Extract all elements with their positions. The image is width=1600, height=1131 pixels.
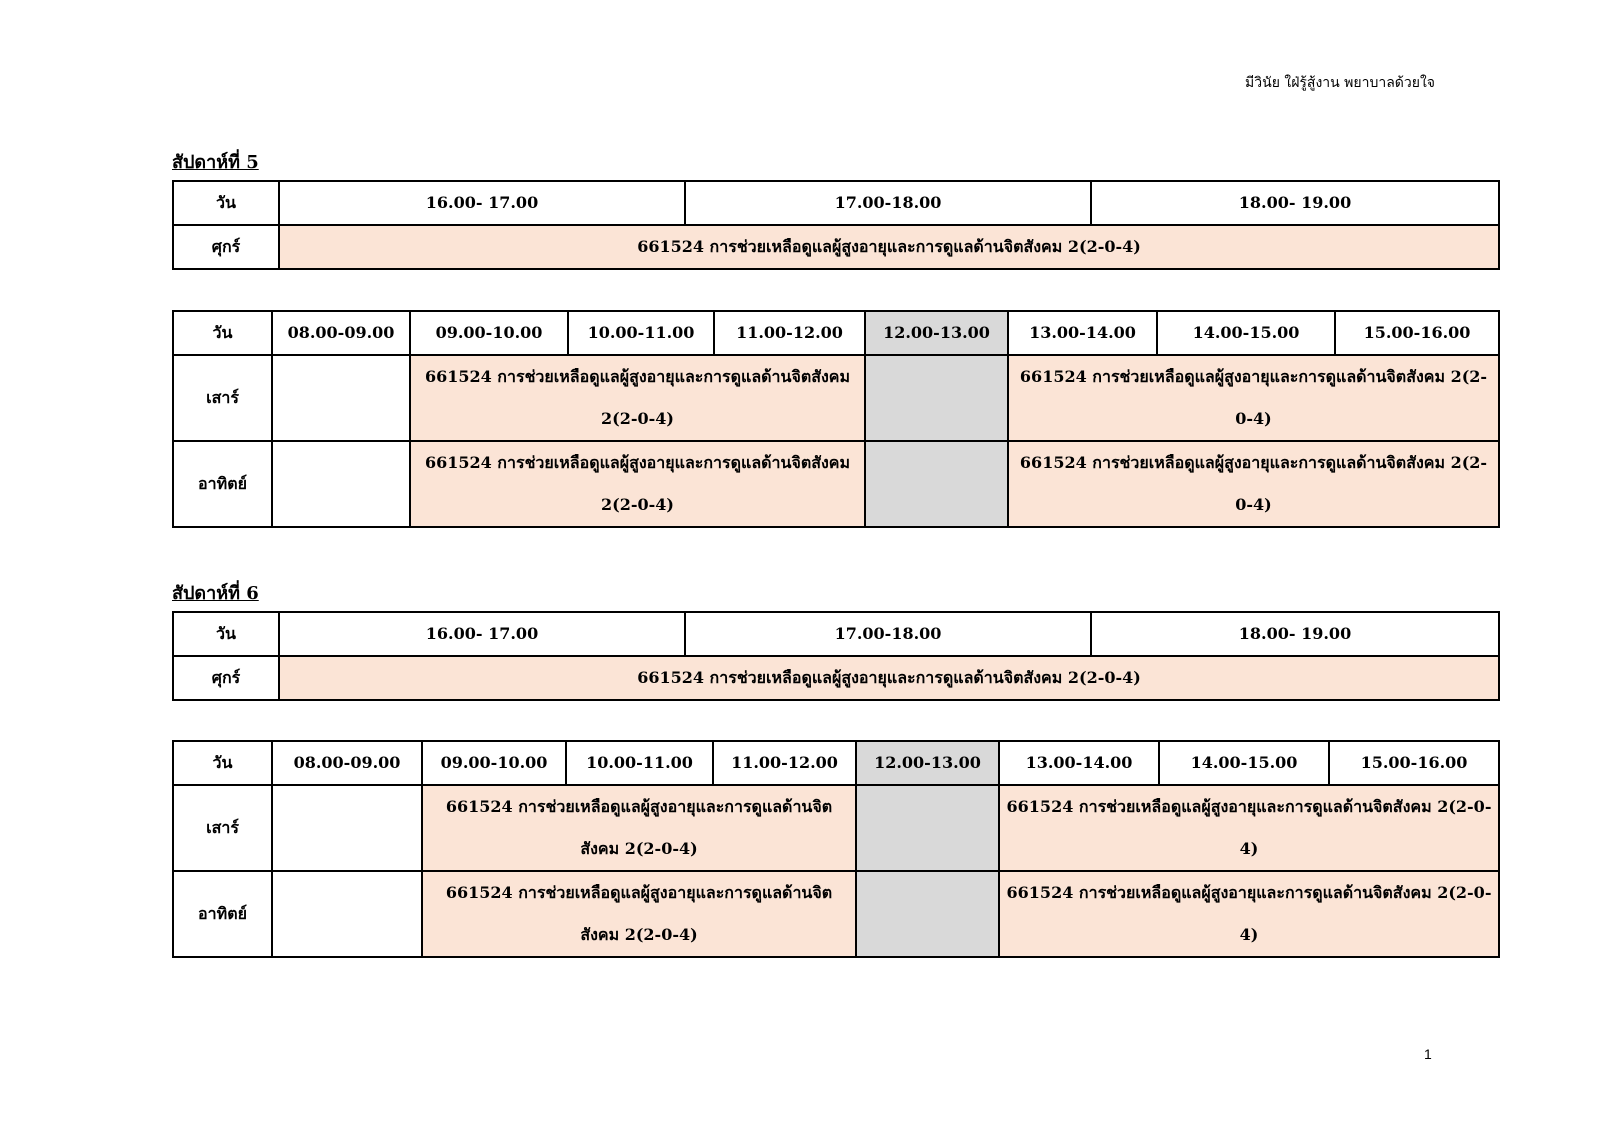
day-header: วัน bbox=[173, 741, 272, 785]
day-label-sunday: อาทิตย์ bbox=[173, 441, 272, 527]
time-slot: 15.00-16.00 bbox=[1329, 741, 1499, 785]
time-slot: 14.00-15.00 bbox=[1159, 741, 1329, 785]
lunch-break-cell bbox=[856, 785, 999, 871]
time-slot: 09.00-10.00 bbox=[422, 741, 566, 785]
time-slot: 10.00-11.00 bbox=[568, 311, 714, 355]
time-slot: 13.00-14.00 bbox=[1008, 311, 1157, 355]
day-label-friday: ศุกร์ bbox=[173, 656, 279, 700]
empty-slot bbox=[272, 355, 410, 441]
day-label-friday: ศุกร์ bbox=[173, 225, 279, 269]
time-slot: 18.00- 19.00 bbox=[1091, 612, 1499, 656]
day-label-sunday: อาทิตย์ bbox=[173, 871, 272, 957]
course-cell-morning: 661524 การช่วยเหลือดูแลผู้สูงอายุและการดูแลด้านจิตสังคม 2(2-0-4) bbox=[410, 355, 865, 441]
day-header: วัน bbox=[173, 612, 279, 656]
empty-slot bbox=[272, 871, 422, 957]
page-number: 1 bbox=[1424, 1046, 1432, 1062]
time-slot: 18.00- 19.00 bbox=[1091, 181, 1499, 225]
course-cell-morning: 661524 การช่วยเหลือดูแลผู้สูงอายุและการดูแลด้านจิตสังคม 2(2-0-4) bbox=[410, 441, 865, 527]
course-cell-afternoon: 661524 การช่วยเหลือดูแลผู้สูงอายุและการดูแลด้านจิตสังคม 2(2-0-4) bbox=[1008, 355, 1499, 441]
time-slot: 08.00-09.00 bbox=[272, 741, 422, 785]
week-5-weekend-table bbox=[172, 310, 1500, 528]
time-slot: 13.00-14.00 bbox=[999, 741, 1159, 785]
week-6-weekend-table bbox=[172, 740, 1500, 958]
day-label-saturday: เสาร์ bbox=[173, 785, 272, 871]
empty-slot bbox=[272, 785, 422, 871]
time-slot: 16.00- 17.00 bbox=[279, 181, 685, 225]
lunch-break-cell bbox=[865, 355, 1008, 441]
time-slot: 16.00- 17.00 bbox=[279, 612, 685, 656]
time-slot: 11.00-12.00 bbox=[714, 311, 865, 355]
time-slot: 09.00-10.00 bbox=[410, 311, 568, 355]
day-header: วัน bbox=[173, 311, 272, 355]
week-5-title: สัปดาห์ที่ 5 bbox=[172, 152, 259, 173]
time-slot: 14.00-15.00 bbox=[1157, 311, 1335, 355]
time-slot: 10.00-11.00 bbox=[566, 741, 713, 785]
time-slot-lunch: 12.00-13.00 bbox=[865, 311, 1008, 355]
time-slot: 17.00-18.00 bbox=[685, 612, 1091, 656]
time-slot: 15.00-16.00 bbox=[1335, 311, 1499, 355]
empty-slot bbox=[272, 441, 410, 527]
time-slot: 17.00-18.00 bbox=[685, 181, 1091, 225]
course-cell-afternoon: 661524 การช่วยเหลือดูแลผู้สูงอายุและการดูแลด้านจิตสังคม 2(2-0-4) bbox=[999, 785, 1499, 871]
time-slot: 11.00-12.00 bbox=[713, 741, 856, 785]
week-5-friday-table bbox=[172, 180, 1500, 270]
lunch-break-cell bbox=[856, 871, 999, 957]
week-6-friday-table bbox=[172, 611, 1500, 701]
course-cell-morning: 661524 การช่วยเหลือดูแลผู้สูงอายุและการดูแลด้านจิตสังคม 2(2-0-4) bbox=[422, 871, 856, 957]
course-cell: 661524 การช่วยเหลือดูแลผู้สูงอายุและการดูแลด้านจิตสังคม 2(2-0-4) bbox=[279, 656, 1499, 700]
time-slot-lunch: 12.00-13.00 bbox=[856, 741, 999, 785]
week-6-title: สัปดาห์ที่ 6 bbox=[172, 583, 259, 604]
course-cell-morning: 661524 การช่วยเหลือดูแลผู้สูงอายุและการดูแลด้านจิตสังคม 2(2-0-4) bbox=[422, 785, 856, 871]
time-slot: 08.00-09.00 bbox=[272, 311, 410, 355]
day-label-saturday: เสาร์ bbox=[173, 355, 272, 441]
course-cell-afternoon: 661524 การช่วยเหลือดูแลผู้สูงอายุและการดูแลด้านจิตสังคม 2(2-0-4) bbox=[1008, 441, 1499, 527]
page-header-motto: มีวินัย ใฝ่รู้สู้งาน พยาบาลด้วยใจ bbox=[1245, 75, 1435, 91]
lunch-break-cell bbox=[865, 441, 1008, 527]
course-cell: 661524 การช่วยเหลือดูแลผู้สูงอายุและการดูแลด้านจิตสังคม 2(2-0-4) bbox=[279, 225, 1499, 269]
day-header: วัน bbox=[173, 181, 279, 225]
course-cell-afternoon: 661524 การช่วยเหลือดูแลผู้สูงอายุและการดูแลด้านจิตสังคม 2(2-0-4) bbox=[999, 871, 1499, 957]
